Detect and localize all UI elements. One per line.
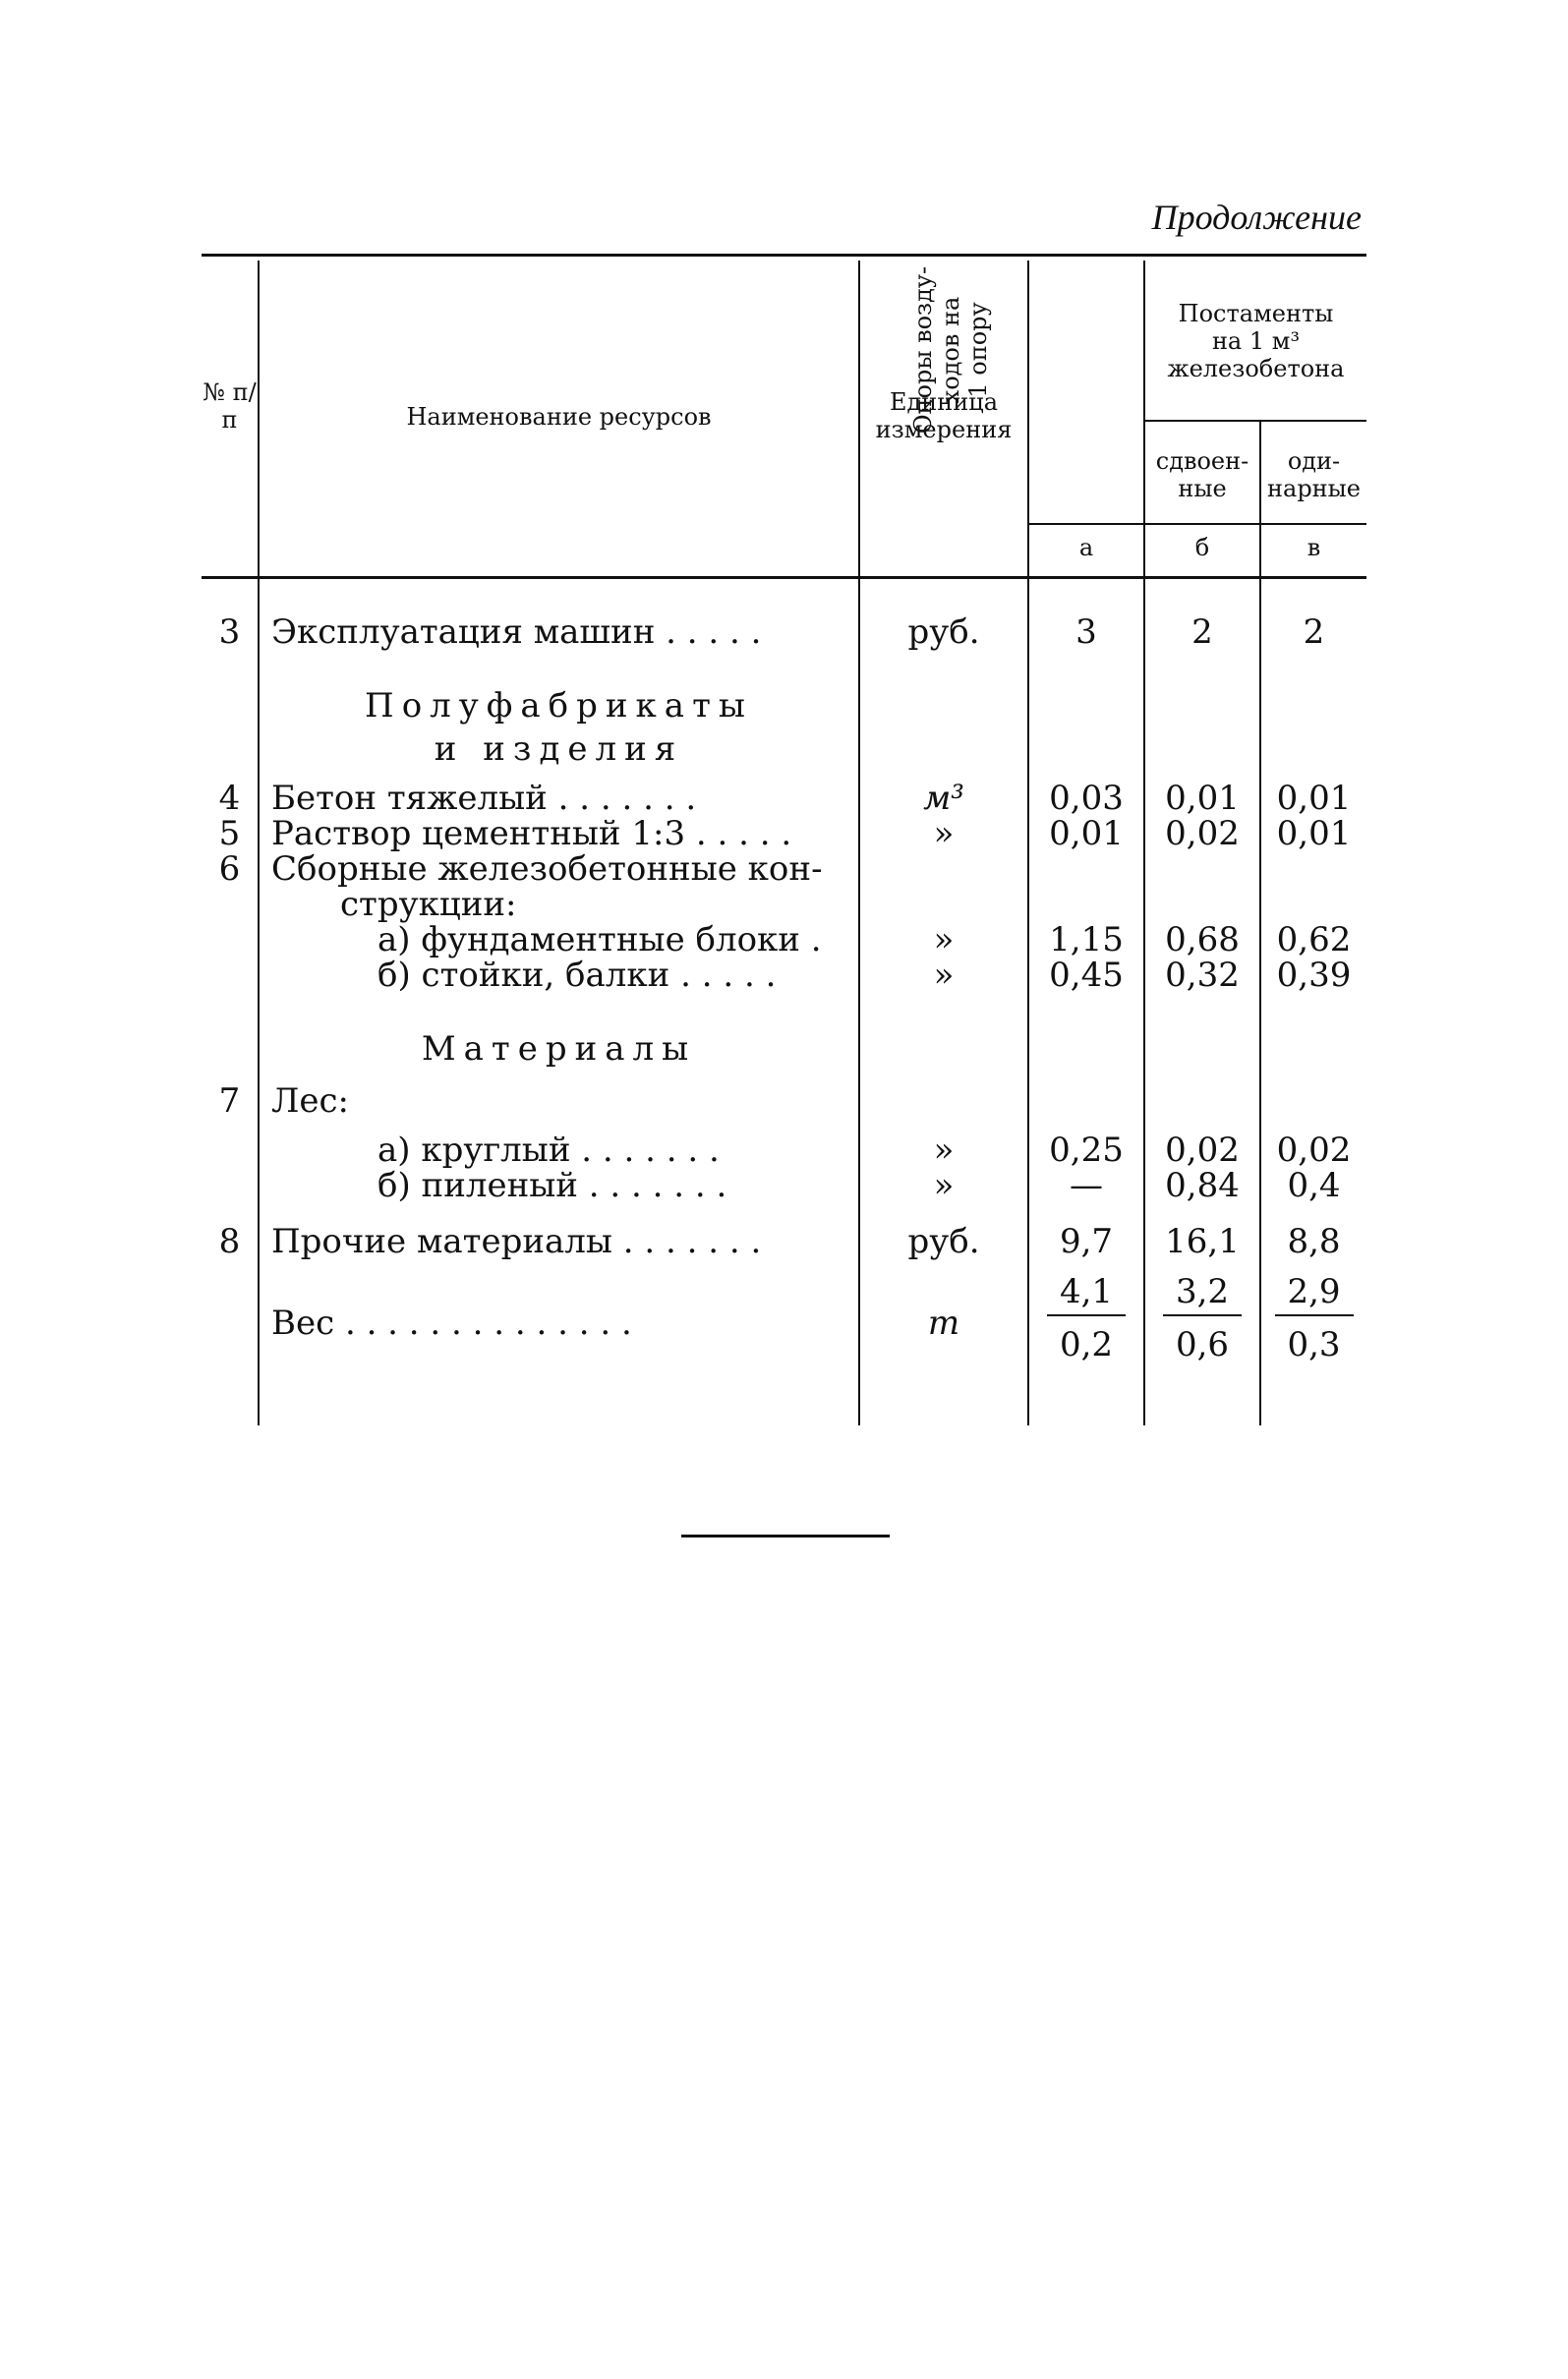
weight-b-top: 3,2 bbox=[1175, 1272, 1230, 1311]
row7a-unit: » bbox=[933, 1131, 955, 1170]
row7a-a: 0,25 bbox=[1049, 1131, 1124, 1170]
header-col-a-line3: 1 опору bbox=[964, 302, 992, 398]
row4-name: Бетон тяжелый . . . . . . . bbox=[271, 779, 697, 818]
row7-num: 7 bbox=[218, 1081, 241, 1121]
row8-name: Прочие материалы . . . . . . . bbox=[271, 1222, 762, 1261]
row8-c: 8,8 bbox=[1287, 1222, 1341, 1261]
row5-b: 0,02 bbox=[1165, 814, 1240, 853]
header-col-b-line2: ные bbox=[1178, 475, 1227, 502]
header-col-c bbox=[1261, 447, 1366, 502]
row3-num: 3 bbox=[218, 612, 241, 652]
row4-unit: м³ bbox=[923, 779, 964, 818]
row4-num: 4 bbox=[218, 779, 241, 818]
row5-a: 0,01 bbox=[1049, 814, 1124, 853]
weight-a-top: 4,1 bbox=[1059, 1272, 1114, 1311]
section-semifinished-line1: Полуфабрикаты bbox=[365, 686, 753, 725]
header-name: Наименование ресурсов bbox=[406, 403, 712, 431]
header-col-b-line1: сдвоен- bbox=[1155, 447, 1249, 475]
header-letter-b: б bbox=[1194, 534, 1210, 561]
row7b-unit: » bbox=[933, 1166, 955, 1205]
table-top-rule bbox=[202, 254, 1366, 257]
row6b-b: 0,32 bbox=[1165, 956, 1240, 995]
row4-b: 0,01 bbox=[1165, 779, 1240, 818]
row6b-a: 0,45 bbox=[1049, 956, 1124, 995]
row6a-c: 0,62 bbox=[1276, 920, 1352, 959]
row7b-a: — bbox=[1070, 1166, 1103, 1205]
row4-c: 0,01 bbox=[1276, 779, 1352, 818]
col-divider-1 bbox=[258, 261, 260, 1425]
weight-name: Вес . . . . . . . . . . . . . . bbox=[271, 1304, 632, 1343]
row3-b: 2 bbox=[1191, 612, 1213, 652]
weight-c-fraction-bar bbox=[1275, 1314, 1354, 1316]
section-materials: Материалы bbox=[421, 1029, 697, 1069]
weight-a-bottom: 0,2 bbox=[1059, 1325, 1114, 1364]
row8-unit: руб. bbox=[907, 1222, 980, 1261]
header-unit: Единица измерения bbox=[875, 388, 1013, 443]
header-group-line3: железобетона bbox=[1167, 355, 1345, 382]
row8-b: 16,1 bbox=[1165, 1222, 1240, 1261]
section-semifinished-line2: и изделия bbox=[434, 729, 684, 769]
row7b-c: 0,4 bbox=[1287, 1166, 1341, 1205]
group-divider-rule bbox=[1145, 420, 1366, 422]
row6a-name: а) фундаментные блоки . bbox=[377, 920, 822, 959]
header-letter-a: а bbox=[1078, 534, 1094, 561]
row7a-b: 0,02 bbox=[1165, 1131, 1240, 1170]
row8-a: 9,7 bbox=[1059, 1222, 1114, 1261]
weight-unit: т bbox=[927, 1304, 960, 1343]
header-num: № п/п bbox=[203, 378, 257, 434]
row7b-b: 0,84 bbox=[1165, 1166, 1240, 1205]
continuation-label: Продолжение bbox=[1151, 198, 1362, 237]
row7a-name: а) круглый . . . . . . . bbox=[377, 1131, 720, 1170]
end-rule bbox=[681, 1535, 890, 1538]
header-group-line1: Постаменты bbox=[1178, 300, 1334, 327]
row6b-name: б) стойки, балки . . . . . bbox=[377, 956, 777, 995]
row4-a: 0,03 bbox=[1049, 779, 1124, 818]
row5-unit: » bbox=[933, 814, 955, 853]
row5-name: Раствор цементный 1:3 . . . . . bbox=[271, 814, 792, 853]
row6-name-line1: Сборные железобетонные кон- bbox=[271, 849, 823, 889]
row6b-unit: » bbox=[933, 956, 955, 995]
header-col-b bbox=[1145, 447, 1259, 502]
row6a-b: 0,68 bbox=[1165, 920, 1240, 959]
header-group-title bbox=[1145, 300, 1366, 382]
weight-b-fraction-bar bbox=[1163, 1314, 1242, 1316]
header-bottom-rule bbox=[202, 576, 1366, 579]
row6a-unit: » bbox=[933, 920, 955, 959]
header-col-a-rotated bbox=[897, 222, 1005, 478]
row6b-c: 0,39 bbox=[1276, 956, 1352, 995]
weight-c-top: 2,9 bbox=[1287, 1272, 1341, 1311]
row7-name: Лес: bbox=[271, 1081, 349, 1121]
row5-num: 5 bbox=[218, 814, 241, 853]
header-col-c-line2: нарные bbox=[1267, 475, 1361, 502]
row7b-name: б) пиленый . . . . . . . bbox=[377, 1166, 727, 1205]
header-group-line2: на 1 м³ bbox=[1211, 327, 1301, 355]
header-col-a-line1: Опоры возду- bbox=[909, 265, 937, 435]
row6-name-line2: струкции: bbox=[340, 885, 517, 924]
row7a-c: 0,02 bbox=[1276, 1131, 1352, 1170]
row8-num: 8 bbox=[218, 1222, 241, 1261]
row6a-a: 1,15 bbox=[1049, 920, 1124, 959]
row5-c: 0,01 bbox=[1276, 814, 1352, 853]
row3-c: 2 bbox=[1303, 612, 1325, 652]
row3-unit: руб. bbox=[907, 612, 980, 652]
row3-name: Эксплуатация машин . . . . . bbox=[271, 612, 762, 652]
header-letter-c: в bbox=[1307, 534, 1321, 561]
weight-b-bottom: 0,6 bbox=[1175, 1325, 1230, 1364]
weight-c-bottom: 0,3 bbox=[1287, 1325, 1341, 1364]
letters-rule bbox=[1029, 523, 1366, 525]
header-col-c-line1: оди- bbox=[1287, 447, 1341, 475]
row3-a: 3 bbox=[1075, 612, 1097, 652]
row6-num: 6 bbox=[218, 849, 241, 889]
weight-a-fraction-bar bbox=[1047, 1314, 1126, 1316]
header-col-a-line2: ходов на bbox=[937, 296, 964, 404]
